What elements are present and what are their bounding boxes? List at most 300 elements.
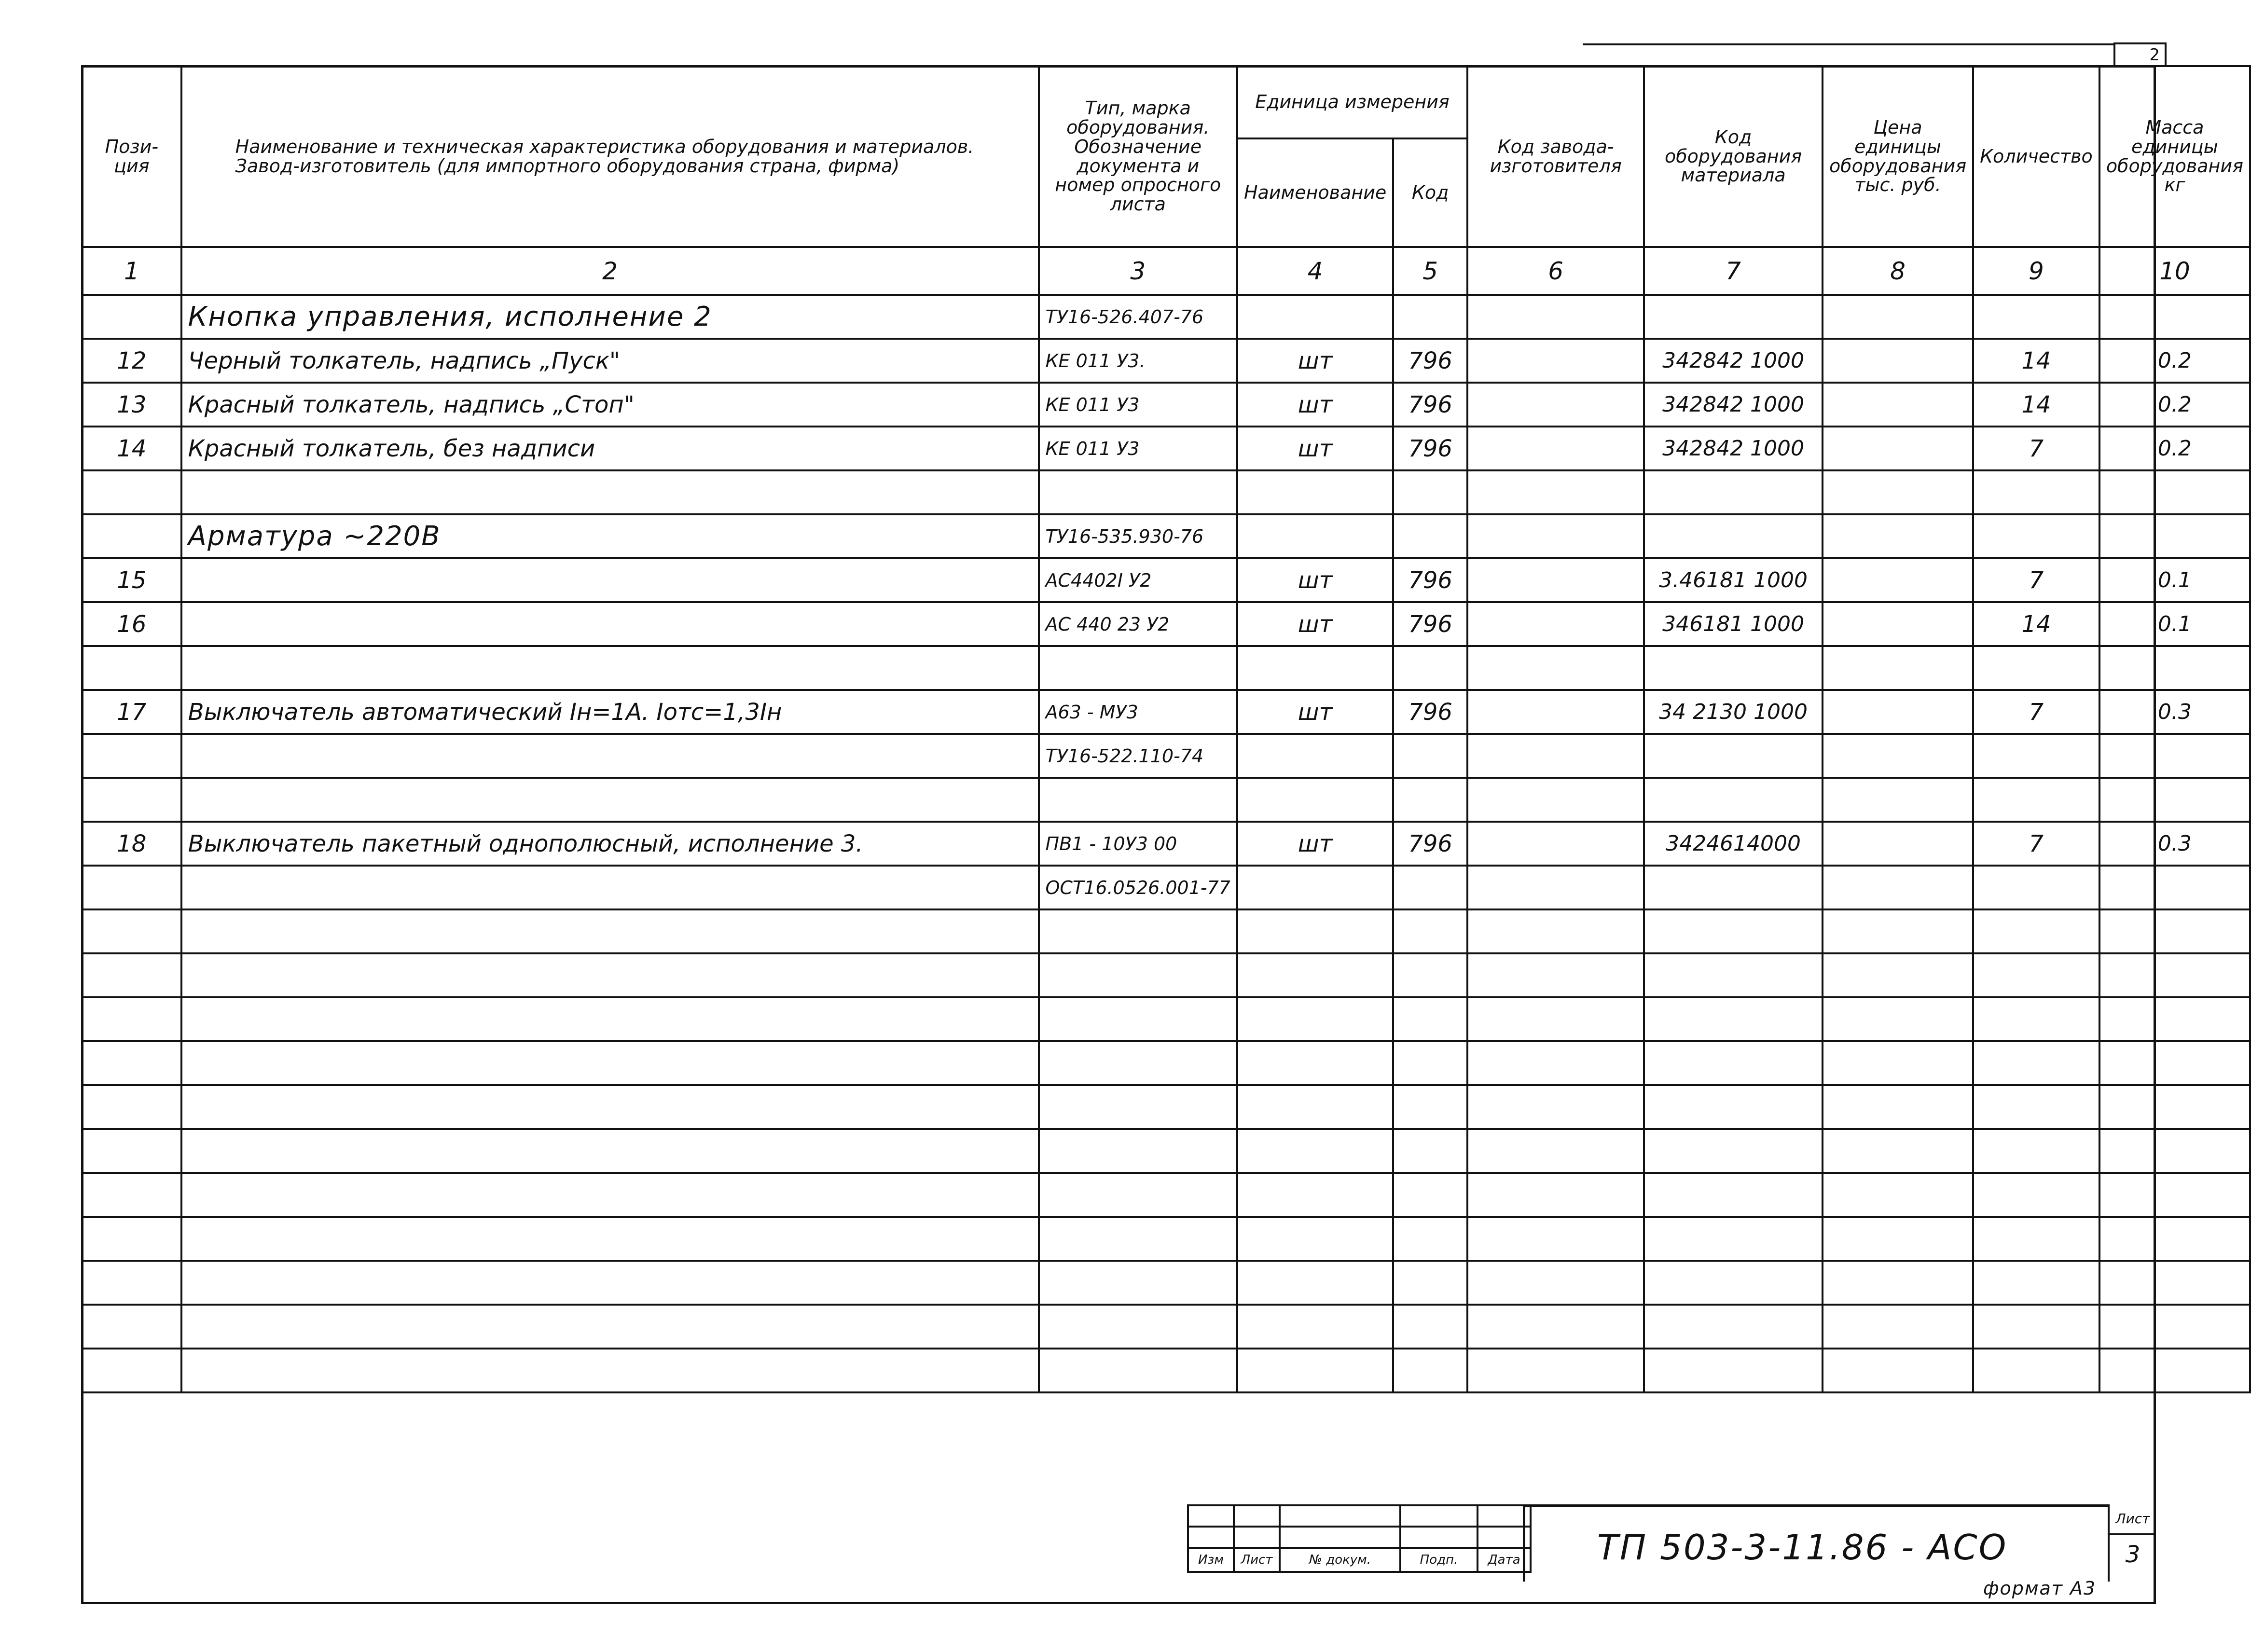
price-cell: [1823, 778, 1973, 822]
price-cell: [1823, 997, 1973, 1041]
unit-cell: [1237, 1173, 1393, 1217]
quantity-cell: [1973, 1217, 2099, 1261]
mass-cell: 0.3: [2099, 822, 2250, 866]
type-cell: ТУ16-522.110-74: [1039, 734, 1237, 778]
price-cell: [1823, 1085, 1973, 1129]
price-cell: [1823, 514, 1973, 558]
sheet-number: 3: [2125, 1541, 2141, 1568]
unit-code-cell: 796: [1393, 690, 1467, 734]
mass-cell: [2099, 909, 2250, 953]
table-row: [82, 470, 2250, 514]
type-cell: АС 440 23 У2: [1039, 602, 1237, 646]
quantity-cell: [1973, 1129, 2099, 1173]
unit-cell: [1237, 295, 1393, 339]
header-unit-name: Наименование: [1237, 138, 1393, 247]
price-cell: [1823, 866, 1973, 909]
name-cell: [181, 470, 1039, 514]
factory-code-cell: [1467, 866, 1644, 909]
table-row: [82, 822, 2250, 866]
quantity-cell: 7: [1973, 427, 2099, 470]
position-cell: [82, 295, 181, 339]
unit-code-cell: [1393, 646, 1467, 690]
table-row: [82, 866, 2250, 909]
unit-code-cell: [1393, 953, 1467, 997]
name-cell: Выключатель автоматический Iн=1А. Iотс=1,3Iн: [181, 690, 1039, 734]
quantity-cell: 7: [1973, 822, 2099, 866]
position-cell: 12: [82, 339, 181, 383]
unit-code-cell: [1393, 1173, 1467, 1217]
factory-code-cell: [1467, 514, 1644, 558]
material-code-cell: 342842 1000: [1644, 383, 1823, 427]
mass-cell: 0.2: [2099, 339, 2250, 383]
price-cell: [1823, 1305, 1973, 1349]
position-cell: 18: [82, 822, 181, 866]
table-row: [82, 1349, 2250, 1392]
material-code-cell: 342842 1000: [1644, 427, 1823, 470]
specification-table: [81, 65, 2251, 1393]
table-row: [82, 1305, 2250, 1349]
mass-cell: [2099, 866, 2250, 909]
material-code-cell: 342842 1000: [1644, 339, 1823, 383]
table-row: [82, 558, 2250, 602]
quantity-cell: [1973, 1041, 2099, 1085]
type-cell: ОСТ16.0526.001-77: [1039, 866, 1237, 909]
unit-cell: [1237, 1085, 1393, 1129]
material-code-cell: [1644, 1041, 1823, 1085]
column-number: 3: [1039, 247, 1237, 295]
table-row: [82, 997, 2250, 1041]
type-cell: [1039, 646, 1237, 690]
table-row: [82, 734, 2250, 778]
material-code-cell: [1644, 1085, 1823, 1129]
type-cell: [1039, 953, 1237, 997]
name-cell: Арматура ~220В: [181, 514, 1039, 558]
price-cell: [1823, 734, 1973, 778]
name-cell: [181, 1041, 1039, 1085]
position-cell: [82, 1305, 181, 1349]
factory-code-cell: [1467, 997, 1644, 1041]
unit-cell: шт: [1237, 558, 1393, 602]
name-cell: [181, 866, 1039, 909]
position-cell: [82, 1041, 181, 1085]
table-row: [82, 339, 2250, 383]
unit-code-cell: [1393, 470, 1467, 514]
header-position: Пози-ция: [82, 66, 181, 247]
name-cell: Красный толкатель, без надписи: [181, 427, 1039, 470]
mass-cell: [2099, 953, 2250, 997]
price-cell: [1823, 602, 1973, 646]
factory-code-cell: [1467, 778, 1644, 822]
price-cell: [1823, 1349, 1973, 1392]
header-type: Тип, марка оборудования. Обозначение документа и номер опросного листа: [1039, 66, 1237, 247]
unit-cell: шт: [1237, 822, 1393, 866]
quantity-cell: [1973, 646, 2099, 690]
type-cell: [1039, 909, 1237, 953]
name-cell: [181, 1305, 1039, 1349]
material-code-cell: [1644, 1305, 1823, 1349]
mass-cell: [2099, 1217, 2250, 1261]
column-number: 10: [2099, 247, 2250, 295]
position-cell: [82, 1349, 181, 1392]
mass-cell: [2099, 1173, 2250, 1217]
mass-cell: [2099, 470, 2250, 514]
position-cell: [82, 646, 181, 690]
quantity-cell: [1973, 295, 2099, 339]
header-unit-code: Код: [1393, 138, 1467, 247]
header-name: Наименование и техническая характеристика оборудования и материалов. Завод-изготовитель (для импортного оборудования страна, фирма): [181, 66, 1039, 247]
position-cell: [82, 1129, 181, 1173]
factory-code-cell: [1467, 1129, 1644, 1173]
unit-code-cell: [1393, 1217, 1467, 1261]
table-row: [82, 778, 2250, 822]
table-row: [82, 690, 2250, 734]
material-code-cell: [1644, 1173, 1823, 1217]
unit-cell: [1237, 470, 1393, 514]
unit-cell: шт: [1237, 383, 1393, 427]
mass-cell: [2099, 295, 2250, 339]
mass-cell: [2099, 997, 2250, 1041]
column-number-row: [82, 247, 2250, 295]
factory-code-cell: [1467, 690, 1644, 734]
position-cell: 16: [82, 602, 181, 646]
material-code-cell: [1644, 470, 1823, 514]
price-cell: [1823, 953, 1973, 997]
type-cell: А63 - МУ3: [1039, 690, 1237, 734]
unit-cell: [1237, 1129, 1393, 1173]
mass-cell: 0.2: [2099, 427, 2250, 470]
unit-cell: шт: [1237, 602, 1393, 646]
type-cell: КЕ 011 У3.: [1039, 339, 1237, 383]
unit-cell: шт: [1237, 427, 1393, 470]
name-cell: [181, 1085, 1039, 1129]
unit-cell: [1237, 953, 1393, 997]
position-cell: 13: [82, 383, 181, 427]
unit-cell: [1237, 646, 1393, 690]
mass-cell: [2099, 1085, 2250, 1129]
price-cell: [1823, 646, 1973, 690]
unit-cell: [1237, 1305, 1393, 1349]
price-cell: [1823, 295, 1973, 339]
name-cell: [181, 646, 1039, 690]
type-cell: [1039, 1305, 1237, 1349]
unit-cell: [1237, 909, 1393, 953]
type-cell: ПВ1 - 10У3 00: [1039, 822, 1237, 866]
factory-code-cell: [1467, 1217, 1644, 1261]
sheet-number-box: [2108, 1504, 2156, 1582]
quantity-cell: [1973, 866, 2099, 909]
paper-format: формат А3: [1983, 1578, 2097, 1599]
unit-code-cell: [1393, 909, 1467, 953]
unit-cell: шт: [1237, 339, 1393, 383]
stamp-label: № докум.: [1280, 1548, 1400, 1572]
unit-code-cell: 796: [1393, 558, 1467, 602]
unit-cell: [1237, 778, 1393, 822]
material-code-cell: 3.46181 1000: [1644, 558, 1823, 602]
price-cell: [1823, 1217, 1973, 1261]
price-cell: [1823, 1261, 1973, 1305]
name-cell: [181, 1217, 1039, 1261]
price-cell: [1823, 470, 1973, 514]
name-cell: [181, 1129, 1039, 1173]
material-code-cell: [1644, 1129, 1823, 1173]
quantity-cell: 14: [1973, 602, 2099, 646]
name-cell: Красный толкатель, надпись „Стоп": [181, 383, 1039, 427]
quantity-cell: [1973, 734, 2099, 778]
factory-code-cell: [1467, 1173, 1644, 1217]
table-row: [82, 1041, 2250, 1085]
mass-cell: [2099, 1261, 2250, 1305]
unit-cell: шт: [1237, 690, 1393, 734]
stamp-label: Лист: [1234, 1548, 1280, 1572]
quantity-cell: [1973, 1261, 2099, 1305]
column-number: 7: [1644, 247, 1823, 295]
unit-code-cell: [1393, 734, 1467, 778]
unit-code-cell: [1393, 295, 1467, 339]
material-code-cell: [1644, 1349, 1823, 1392]
unit-cell: [1237, 1349, 1393, 1392]
stamp-label: Дата: [1478, 1548, 1531, 1572]
factory-code-cell: [1467, 909, 1644, 953]
type-cell: [1039, 997, 1237, 1041]
position-cell: [82, 953, 181, 997]
name-cell: Кнопка управления, исполнение 2: [181, 295, 1039, 339]
factory-code-cell: [1467, 339, 1644, 383]
table-row: [82, 602, 2250, 646]
unit-code-cell: 796: [1393, 822, 1467, 866]
position-cell: [82, 1085, 181, 1129]
position-cell: [82, 1261, 181, 1305]
quantity-cell: 14: [1973, 383, 2099, 427]
table-row: [82, 953, 2250, 997]
name-cell: [181, 558, 1039, 602]
quantity-cell: [1973, 909, 2099, 953]
mass-cell: [2099, 1305, 2250, 1349]
price-cell: [1823, 427, 1973, 470]
type-cell: [1039, 470, 1237, 514]
material-code-cell: [1644, 953, 1823, 997]
type-cell: [1039, 1349, 1237, 1392]
name-cell: [181, 1261, 1039, 1305]
price-cell: [1823, 339, 1973, 383]
quantity-cell: [1973, 514, 2099, 558]
quantity-cell: [1973, 1305, 2099, 1349]
factory-code-cell: [1467, 734, 1644, 778]
table-row: [82, 1217, 2250, 1261]
mass-cell: [2099, 734, 2250, 778]
price-cell: [1823, 690, 1973, 734]
material-code-cell: [1644, 997, 1823, 1041]
column-number: 1: [82, 247, 181, 295]
stamp-label: Изм: [1188, 1548, 1234, 1572]
mass-cell: [2099, 646, 2250, 690]
quantity-cell: [1973, 997, 2099, 1041]
unit-code-cell: 796: [1393, 339, 1467, 383]
unit-code-cell: [1393, 1085, 1467, 1129]
type-cell: [1039, 1041, 1237, 1085]
type-cell: [1039, 1085, 1237, 1129]
name-cell: [181, 734, 1039, 778]
position-cell: [82, 909, 181, 953]
position-cell: 17: [82, 690, 181, 734]
mass-cell: [2099, 1041, 2250, 1085]
header-price: Цена единицы оборудования тыс. руб.: [1823, 66, 1973, 247]
material-code-cell: 3424614000: [1644, 822, 1823, 866]
factory-code-cell: [1467, 1261, 1644, 1305]
name-cell: [181, 778, 1039, 822]
position-cell: [82, 997, 181, 1041]
table-row: [82, 646, 2250, 690]
column-number: 4: [1237, 247, 1393, 295]
unit-code-cell: [1393, 866, 1467, 909]
factory-code-cell: [1467, 1041, 1644, 1085]
quantity-cell: [1973, 1085, 2099, 1129]
factory-code-cell: [1467, 1085, 1644, 1129]
factory-code-cell: [1467, 602, 1644, 646]
header-unit-group: Единица измерения: [1237, 66, 1467, 138]
type-cell: [1039, 1129, 1237, 1173]
column-number: 2: [181, 247, 1039, 295]
unit-cell: [1237, 1041, 1393, 1085]
quantity-cell: [1973, 778, 2099, 822]
type-cell: КЕ 011 У3: [1039, 427, 1237, 470]
corner-number: 2: [2113, 42, 2167, 67]
unit-cell: [1237, 734, 1393, 778]
material-code-cell: [1644, 514, 1823, 558]
factory-code-cell: [1467, 1349, 1644, 1392]
material-code-cell: [1644, 909, 1823, 953]
unit-cell: [1237, 997, 1393, 1041]
quantity-cell: 7: [1973, 558, 2099, 602]
price-cell: [1823, 558, 1973, 602]
mass-cell: [2099, 778, 2250, 822]
top-border-line: [1583, 43, 2113, 45]
quantity-cell: [1973, 953, 2099, 997]
table-row: [82, 383, 2250, 427]
name-cell: [181, 602, 1039, 646]
table-row: [82, 1129, 2250, 1173]
mass-cell: 0.1: [2099, 558, 2250, 602]
unit-code-cell: [1393, 778, 1467, 822]
material-code-cell: 346181 1000: [1644, 602, 1823, 646]
header-factory-code: Код завода-изготовителя: [1467, 66, 1644, 247]
quantity-cell: 7: [1973, 690, 2099, 734]
quantity-cell: 14: [1973, 339, 2099, 383]
table-row: [82, 295, 2250, 339]
table-row: [82, 514, 2250, 558]
type-cell: [1039, 778, 1237, 822]
material-code-cell: [1644, 1217, 1823, 1261]
unit-code-cell: [1393, 514, 1467, 558]
table-row: [82, 1261, 2250, 1305]
unit-code-cell: [1393, 1041, 1467, 1085]
type-cell: [1039, 1217, 1237, 1261]
price-cell: [1823, 1173, 1973, 1217]
factory-code-cell: [1467, 558, 1644, 602]
factory-code-cell: [1467, 822, 1644, 866]
factory-code-cell: [1467, 646, 1644, 690]
material-code-cell: [1644, 734, 1823, 778]
unit-cell: [1237, 514, 1393, 558]
price-cell: [1823, 822, 1973, 866]
price-cell: [1823, 1129, 1973, 1173]
mass-cell: [2099, 514, 2250, 558]
unit-cell: [1237, 866, 1393, 909]
unit-code-cell: [1393, 1305, 1467, 1349]
table-row: [82, 1173, 2250, 1217]
column-number: 6: [1467, 247, 1644, 295]
unit-code-cell: [1393, 1349, 1467, 1392]
factory-code-cell: [1467, 953, 1644, 997]
header-quantity: Количество: [1973, 66, 2099, 247]
position-cell: [82, 1217, 181, 1261]
material-code-cell: [1644, 1261, 1823, 1305]
quantity-cell: [1973, 1349, 2099, 1392]
unit-code-cell: 796: [1393, 427, 1467, 470]
type-cell: ТУ16-535.930-76: [1039, 514, 1237, 558]
stamp-label: Подп.: [1400, 1548, 1478, 1572]
unit-cell: [1237, 1261, 1393, 1305]
column-number: 9: [1973, 247, 2099, 295]
price-cell: [1823, 1041, 1973, 1085]
position-cell: 15: [82, 558, 181, 602]
mass-cell: 0.1: [2099, 602, 2250, 646]
quantity-cell: [1973, 470, 2099, 514]
name-cell: [181, 909, 1039, 953]
material-code-cell: [1644, 646, 1823, 690]
name-cell: Черный толкатель, надпись „Пуск": [181, 339, 1039, 383]
sheet-label: Лист: [2110, 1504, 2156, 1535]
factory-code-cell: [1467, 470, 1644, 514]
mass-cell: 0.3: [2099, 690, 2250, 734]
factory-code-cell: [1467, 1305, 1644, 1349]
type-cell: АС4402I У2: [1039, 558, 1237, 602]
material-code-cell: [1644, 866, 1823, 909]
type-cell: ТУ16-526.407-76: [1039, 295, 1237, 339]
factory-code-cell: [1467, 383, 1644, 427]
name-cell: Выключатель пакетный однополюсный, исполнение 3.: [181, 822, 1039, 866]
position-cell: [82, 866, 181, 909]
name-cell: [181, 1349, 1039, 1392]
position-cell: 14: [82, 427, 181, 470]
column-number: 5: [1393, 247, 1467, 295]
type-cell: [1039, 1261, 1237, 1305]
price-cell: [1823, 383, 1973, 427]
unit-code-cell: 796: [1393, 383, 1467, 427]
name-cell: [181, 953, 1039, 997]
factory-code-cell: [1467, 295, 1644, 339]
position-cell: [82, 514, 181, 558]
position-cell: [82, 778, 181, 822]
unit-cell: [1237, 1217, 1393, 1261]
factory-code-cell: [1467, 427, 1644, 470]
material-code-cell: [1644, 778, 1823, 822]
name-cell: [181, 1173, 1039, 1217]
position-cell: [82, 470, 181, 514]
unit-code-cell: [1393, 1129, 1467, 1173]
table-row: [82, 427, 2250, 470]
column-number: 8: [1823, 247, 1973, 295]
mass-cell: [2099, 1129, 2250, 1173]
header-mass: Масса единицы оборудования кг: [2099, 66, 2250, 247]
mass-cell: 0.2: [2099, 383, 2250, 427]
unit-code-cell: [1393, 997, 1467, 1041]
type-cell: [1039, 1173, 1237, 1217]
price-cell: [1823, 909, 1973, 953]
position-cell: [82, 1173, 181, 1217]
position-cell: [82, 734, 181, 778]
table-row: [82, 909, 2250, 953]
name-cell: [181, 997, 1039, 1041]
